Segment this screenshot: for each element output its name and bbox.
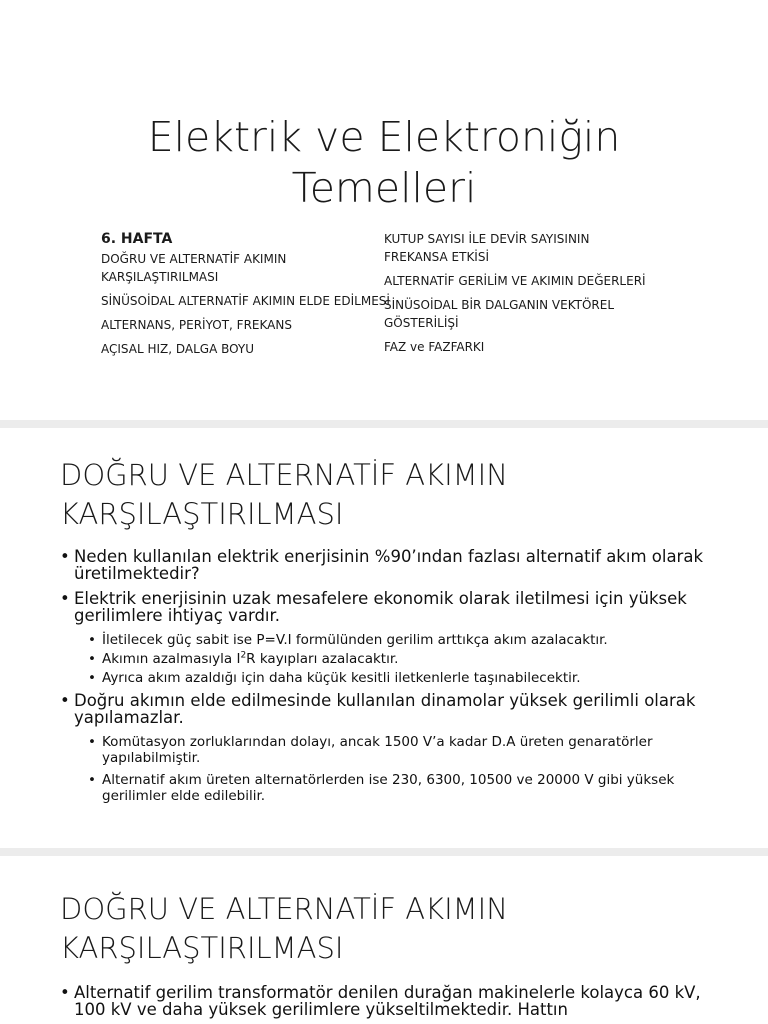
sub-bullet-text: R kayıpları azalacaktır. xyxy=(246,651,399,667)
bullet-list xyxy=(60,548,728,807)
slide-comparison-2 xyxy=(0,856,768,1024)
sub-bullet-item xyxy=(88,651,728,667)
superscript: 2 xyxy=(240,650,247,661)
slide-heading xyxy=(60,456,740,534)
heading-line-2: KARŞILAŞTIRILMASI xyxy=(60,497,344,531)
heading-line-2: KARŞILAŞTIRILMASI xyxy=(60,931,344,965)
slide-divider xyxy=(0,420,768,428)
title-line-1: Elektrik ve Elektroniğin xyxy=(147,113,621,161)
bullet-item: • Alternatif gerilim transformatör denilen durağan makinelerle kolayca 60 kV, 100 kV ve daha yüksek gerilimlere yükseltilmektedir. Hattın xyxy=(60,984,728,1018)
bullet-item: • Doğru akımın elde edilmesinde kullanılan dinamolar yüksek gerilimli olarak yapılamazlar. xyxy=(60,692,728,726)
sub-bullet-item: • Alternatif akım üreten alternatörlerden ise 230, 6300, 10500 ve 20000 V gibi yüksek gerilimler elde edilebilir. xyxy=(88,772,728,804)
topic-item: SİNÜSOİDAL BİR DALGANIN VEKTÖREL GÖSTERİLİŞİ xyxy=(384,298,615,330)
topic-item: ALTERNATİF GERİLİM VE AKIMIN DEĞERLERİ xyxy=(384,274,646,288)
topic-item: DOĞRU VE ALTERNATİF AKIMIN KARŞILAŞTIRILMASI xyxy=(101,252,287,284)
week-label: 6. HAFTA xyxy=(101,231,173,247)
topic-item: ALTERNANS, PERİYOT, FREKANS xyxy=(101,318,292,332)
bullet-list xyxy=(60,984,728,1024)
topic-item: KUTUP SAYISI İLE DEVİR SAYISININ FREKANSA ETKİSİ xyxy=(384,232,590,264)
sub-bullet-text: Akımın azalmasıyla I xyxy=(102,651,241,667)
slide-heading xyxy=(60,890,740,968)
sub-bullet-item: • Komütasyon zorluklarından dolayı, ancak 1500 V’a kadar D.A üreten genaratörler yapılabilmiştir. xyxy=(88,734,728,766)
sub-bullet-item: • Ayrıca akım azaldığı için daha küçük kesitli iletkenlerle taşınabilecektir. xyxy=(88,670,728,686)
topics-right-column xyxy=(384,230,654,362)
heading-line-1: DOĞRU VE ALTERNATİF AKIMIN xyxy=(60,892,508,926)
presentation-title xyxy=(0,112,768,214)
topics-left-column xyxy=(101,230,390,364)
bullet-item: • Neden kullanılan elektrik enerjisinin %90’ından fazlası alternatif akım olarak üretilmektedir? xyxy=(60,548,728,582)
bullet-item: • Elektrik enerjisinin uzak mesafelere ekonomik olarak iletilmesi için yüksek gerilimlere ihtiyaç vardır. xyxy=(60,590,728,624)
topic-item: AÇISAL HIZ, DALGA BOYU xyxy=(101,342,255,356)
heading-line-1: DOĞRU VE ALTERNATİF AKIMIN xyxy=(60,458,508,492)
topic-item: FAZ ve FAZFARKI xyxy=(384,340,485,354)
slide-comparison-1 xyxy=(0,428,768,848)
slide-divider xyxy=(0,848,768,856)
topic-item: SİNÜSOİDAL ALTERNATİF AKIMIN ELDE EDİLMESİ xyxy=(101,294,390,308)
slide-title xyxy=(0,0,768,420)
sub-bullet-item: • İletilecek güç sabit ise P=V.I formülünden gerilim arttıkça akım azalacaktır. xyxy=(88,632,728,648)
title-line-2: Temelleri xyxy=(291,164,477,212)
